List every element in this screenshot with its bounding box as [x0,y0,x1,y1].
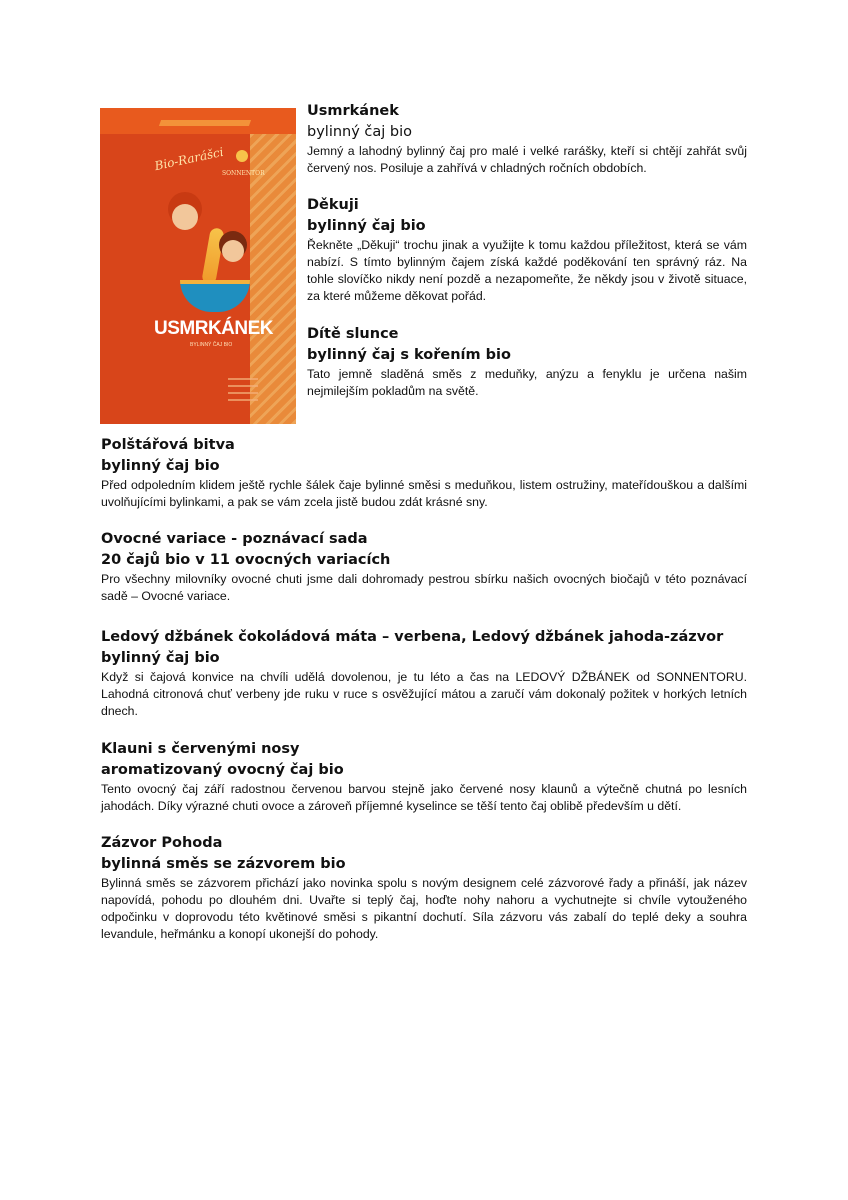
section-subtitle: bylinný čaj s kořením bio [307,347,511,363]
section-title: Usmrkánek [307,103,399,119]
section-title: Ledový džbánek čokoládová máta – verbena, Ledový džbánek jahoda-zázvor [101,629,724,645]
section-title: Ovocné variace - poznávací sada [101,531,368,547]
section-title: Klauni s červenými nosy [101,741,300,757]
section-subtitle: 20 čajů bio v 11 ovocných variacích [101,552,391,568]
section-title: Zázvor Pohoda [101,835,223,851]
section-klauni [101,739,747,815]
box-top-strip [100,108,296,134]
box-side-text-lines [228,378,258,406]
box-logo-text: SONNENTOR [222,170,265,177]
section-ovocne-variace [101,529,747,605]
box-title: USMRKÁNEK [154,318,273,339]
section-subtitle: bylinná směs se zázvorem bio [101,856,346,872]
section-text: Pro všechny milovníky ovocné chuti jsme dali dohromady pestrou sbírku našich ovocných biočajů v této poznávací sadě – Ovocné variace. [101,572,747,603]
section-subtitle: bylinný čaj bio [101,458,220,474]
section-ledovy-dzbanek [101,627,747,720]
section-title: Děkuji [307,197,359,213]
section-subtitle: aromatizovaný ovocný čaj bio [101,762,344,778]
section-zazvor-pohoda [101,833,747,943]
section-text: Tento ovocný čaj září radostnou červenou barvou stejně jako červené nosy klaunů a výtečně chutná po lesních jahodách. Díky výrazné chuti ovoce a zároveň příjemné kyselince se těší tento čaj oblibě především u dětí. [101,782,747,813]
section-dite-slunce [307,324,747,400]
section-subtitle: bylinný čaj bio [307,124,413,140]
section-text: Tato jemně sladěná směs z meduňky, anýzu a fenyklu je určena našim nejmilejším pokladům na světě. [307,367,747,398]
section-text: Před odpoledním klidem ještě rychle šálek čaje bylinné směsi s meduňkou, listem ostružiny, mateřídouškou a dalšími uvolňujícími bylinkami, a pak se vám zcela jistě budou zdát krásné sny. [101,478,747,509]
section-usmrkanek [307,101,747,177]
box-subtitle: BYLINNÝ ČAJ BIO [190,342,233,348]
section-text: Řekněte „Děkuji“ trochu jinak a využijte k tomu každou příležitost, která se vám nabízí. S tímto bylinným čajem získá každé poděkování ten správný ráz. Na tohle slovíčko nikdy není pozdě a nezapomeňte, že někdy jsou v životě situace, za které můžeme děkovat pořád. [307,238,747,303]
sun-logo-icon [236,150,248,162]
box-child-illustration [222,240,244,262]
section-text: Bylinná směs se zázvorem přichází jako novinka spolu s novým designem celé zázvorové řady a přináší, jak název napovídá, pohodu po dlouhém dni. Uvařte si teplý čaj, hoďte nohy nahoru a vychutnejte si chvíle vytouženého odpočinku v doprovodu této květinové směsi s pikantní dochutí. Síla zázvoru vás zabalí do teplé deky a souhra levandule, heřmánku a konopí ukonejší do pohody. [101,876,747,941]
box-brand-label: Bio-Rarášci [153,144,225,174]
tea-box-image [100,108,296,424]
section-dekuji [307,195,747,305]
section-subtitle: bylinný čaj bio [101,650,220,666]
section-polstarova-bitva [101,435,747,511]
section-subtitle: bylinný čaj bio [307,218,426,234]
section-title: Dítě slunce [307,326,399,342]
section-text: Jemný a lahodný bylinný čaj pro malé i velké rarášky, kteří si chtějí zahřát svůj červený nos. Posiluje a zahřívá v chladných ročních obdobích. [307,144,747,175]
section-text: Když si čajová konvice na chvíli udělá dovolenou, je tu léto a čas na LEDOVÝ DŽBÁNEK od SONNENTORU. Lahodná citronová chuť verbeny jde ruku v ruce s osvěžující mátou a zaručí vám dokonalý požitek v horkých letních dnech. [101,670,747,718]
box-child-illustration [172,204,198,230]
section-title: Polštářová bitva [101,437,235,453]
